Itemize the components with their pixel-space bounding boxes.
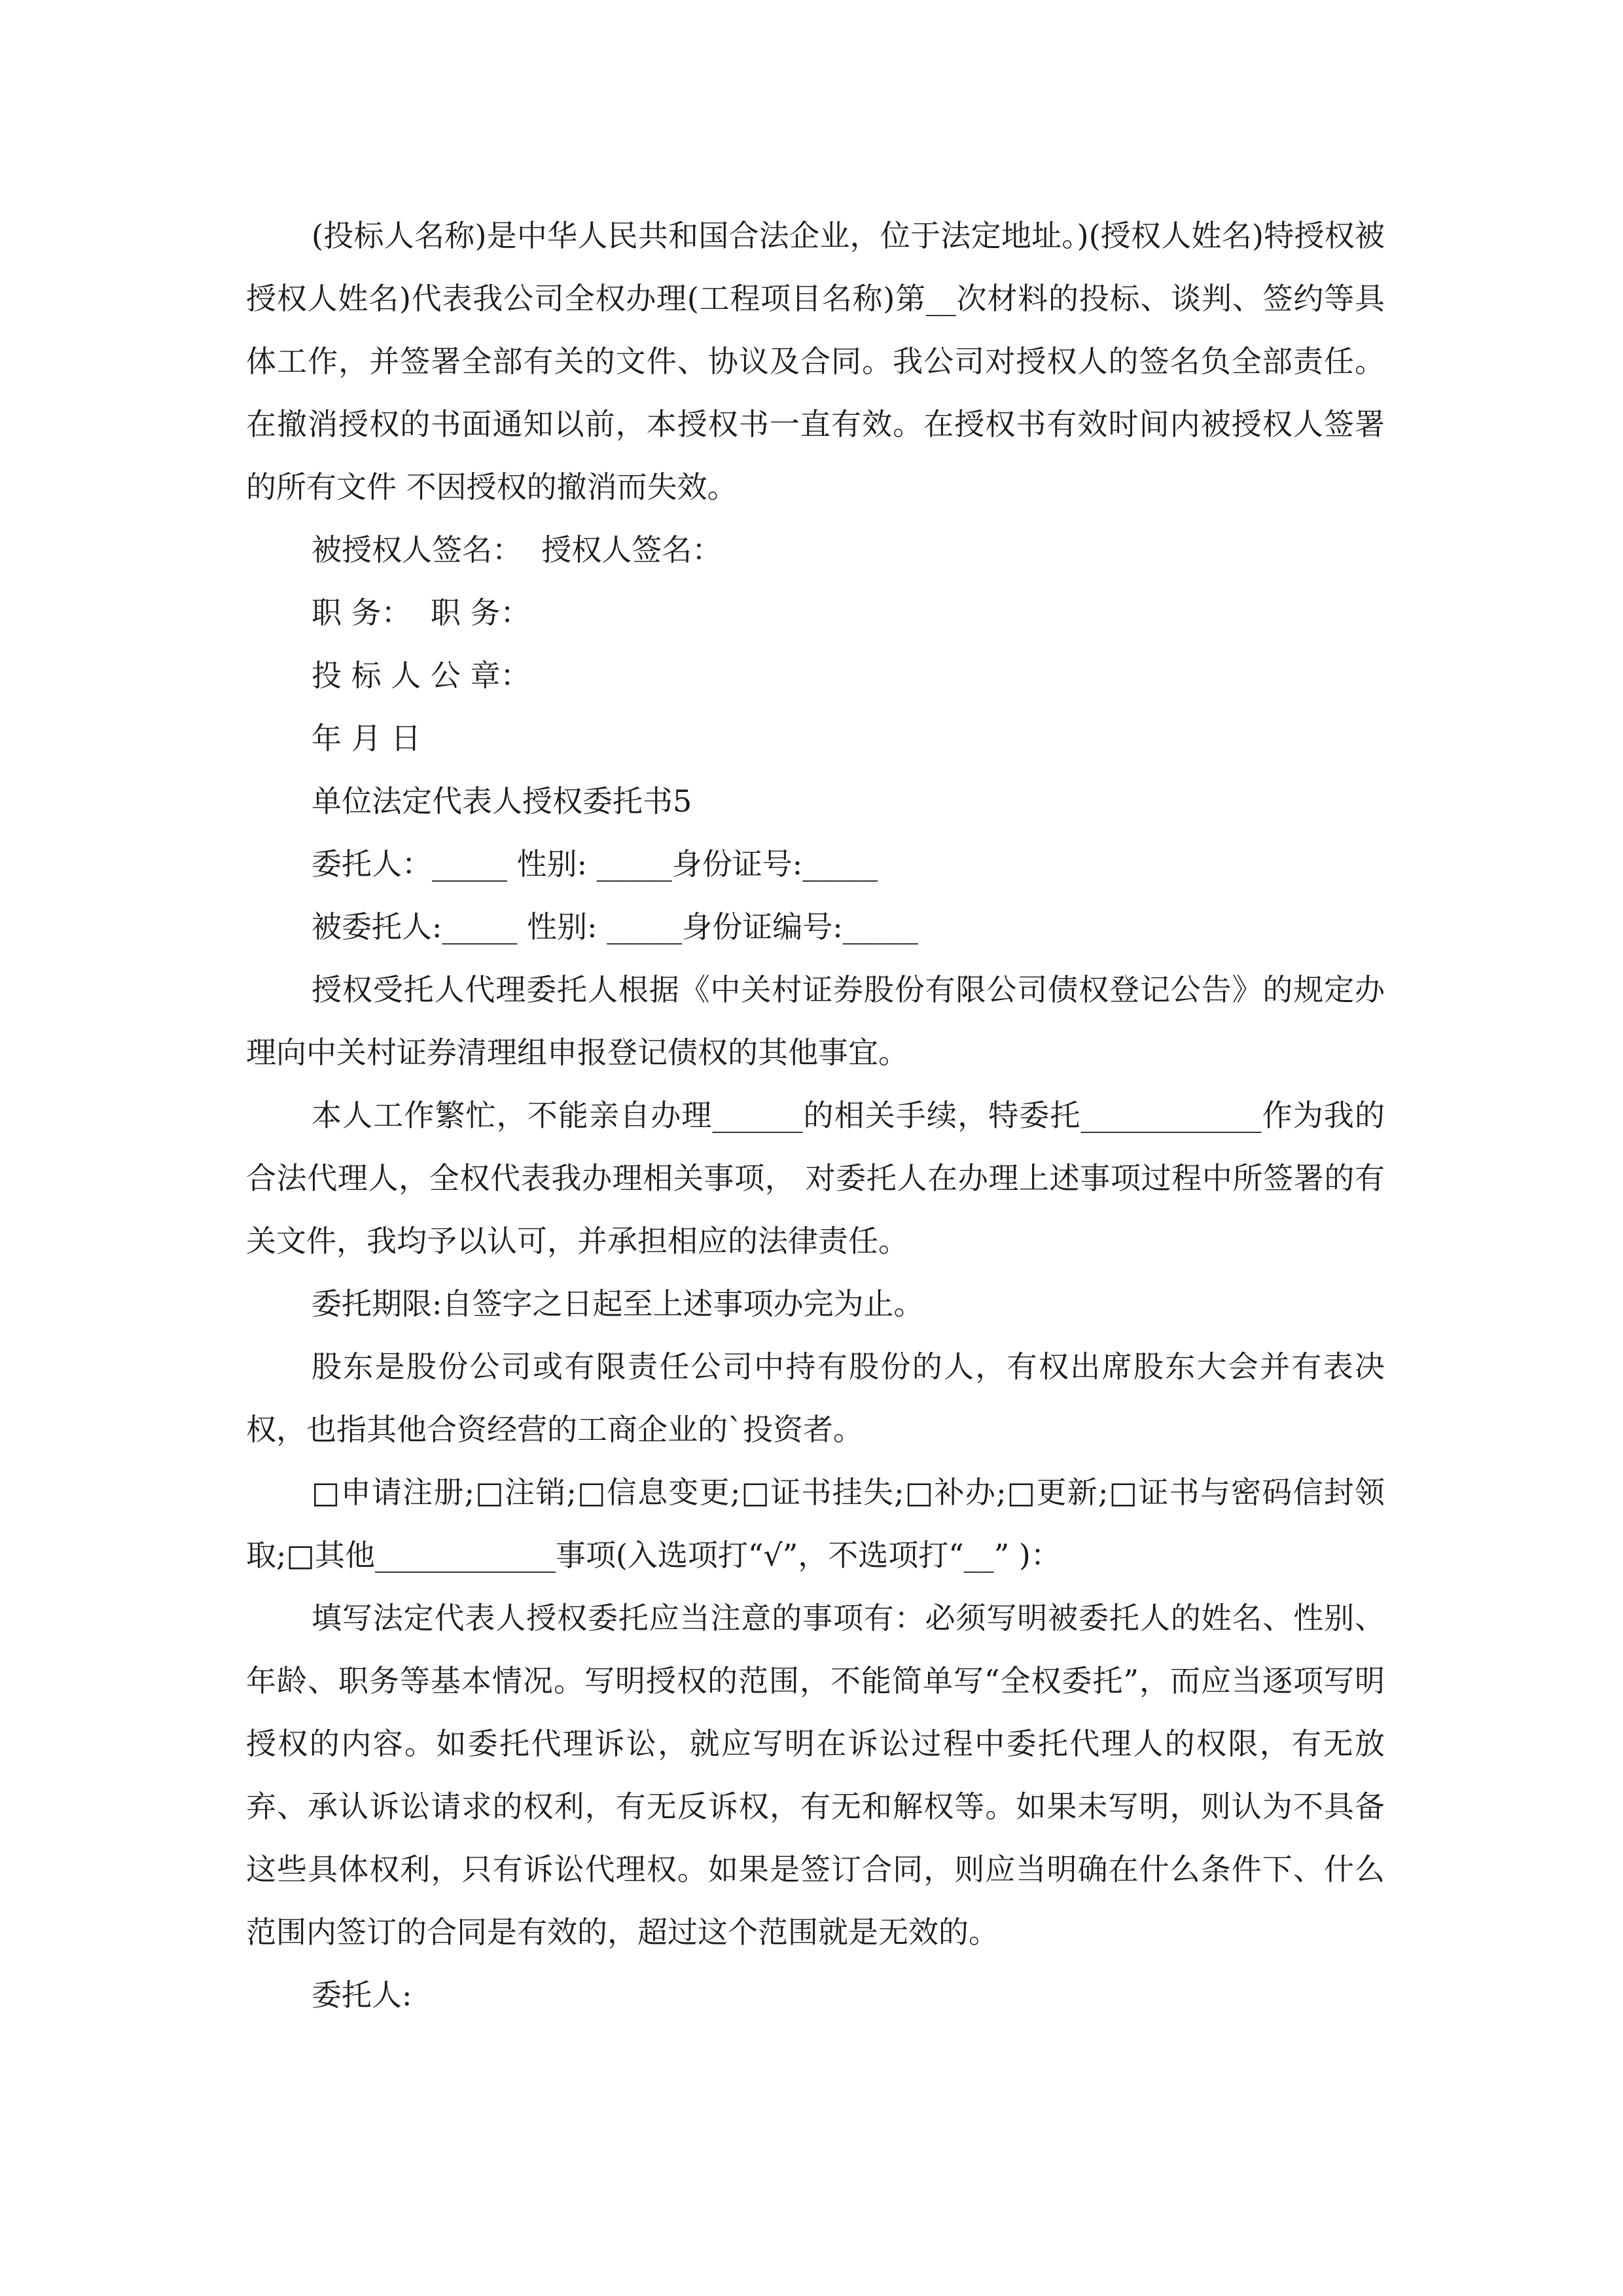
document-body	[246, 204, 1385, 2026]
options-paragraph: □申请注册;□注销;□信息变更;□证书挂失;□补办;□更新;□证书与密码信封领取;□其他____________事项(入选项打“√”，不选项打“__” )：	[246, 1475, 1385, 1573]
seal-line: 投 标 人 公 章：	[312, 658, 531, 693]
principal-final-line: 委托人:	[312, 1977, 412, 2013]
busy-paragraph: 本人工作繁忙，不能亲自办理______的相关手续，特委托____________作为我的合法代理人，全权代表我办理相关事项， 对委托人在办理上述事项过程中所签署的有关文件，我均予以认可，并承担相应的法律责任。	[246, 1098, 1385, 1259]
term-paragraph: 委托期限:自签字之日起至上述事项办完为止。	[312, 1286, 924, 1321]
section-title: 单位法定代表人授权委托书5	[312, 783, 692, 819]
authorization-paragraph: (投标人名称)是中华人民共和国合法企业，位于法定地址。)(授权人姓名)特授权被授权人姓名)代表我公司全权办理(工程项目名称)第__次材料的投标、谈判、签约等具体工作，并签署全部有关的文件、协议及合同。我公司对授权人的签名负全部责任。在撤消授权的书面通知以前，本授权书一直有效。在授权书有效时间内被授权人签署的所有文件 不因授权的撤消而失效。	[246, 218, 1385, 505]
position-line: 职 务： 职 务：	[312, 595, 531, 630]
agent-info-line: 被委托人:_____ 性别: _____身份证编号:_____	[312, 909, 918, 944]
authorize-paragraph: 授权受托人代理委托人根据《中关村证券股份有限公司债权登记公告》的规定办理向中关村证券清理组申报登记债权的其他事宜。	[246, 972, 1385, 1070]
principal-info-line: 委托人：_____ 性别: _____身份证号:_____	[312, 846, 878, 882]
shareholder-paragraph: 股东是股份公司或有限责任公司中持有股份的人，有权出席股东大会并有表决权，也指其他合资经营的工商企业的`投资者。	[246, 1349, 1385, 1447]
notes-paragraph: 填写法定代表人授权委托应当注意的事项有：必须写明被委托人的姓名、性别、年龄、职务等基本情况。写明授权的范围，不能简单写“全权委托”，而应当逐项写明授权的内容。如委托代理诉讼，就应写明在诉讼过程中委托代理人的权限，有无放弃、承认诉讼请求的权利，有无反诉权，有无和解权等。如果未写明，则认为不具备这些具体权利，只有诉讼代理权。如果是签订合同，则应当明确在什么条件下、什么范围内签订的合同是有效的，超过这个范围就是无效的。	[246, 1600, 1385, 1950]
date-line: 年 月 日	[312, 721, 421, 756]
signature-line: 被授权人签名： 授权人签名：	[312, 532, 722, 567]
